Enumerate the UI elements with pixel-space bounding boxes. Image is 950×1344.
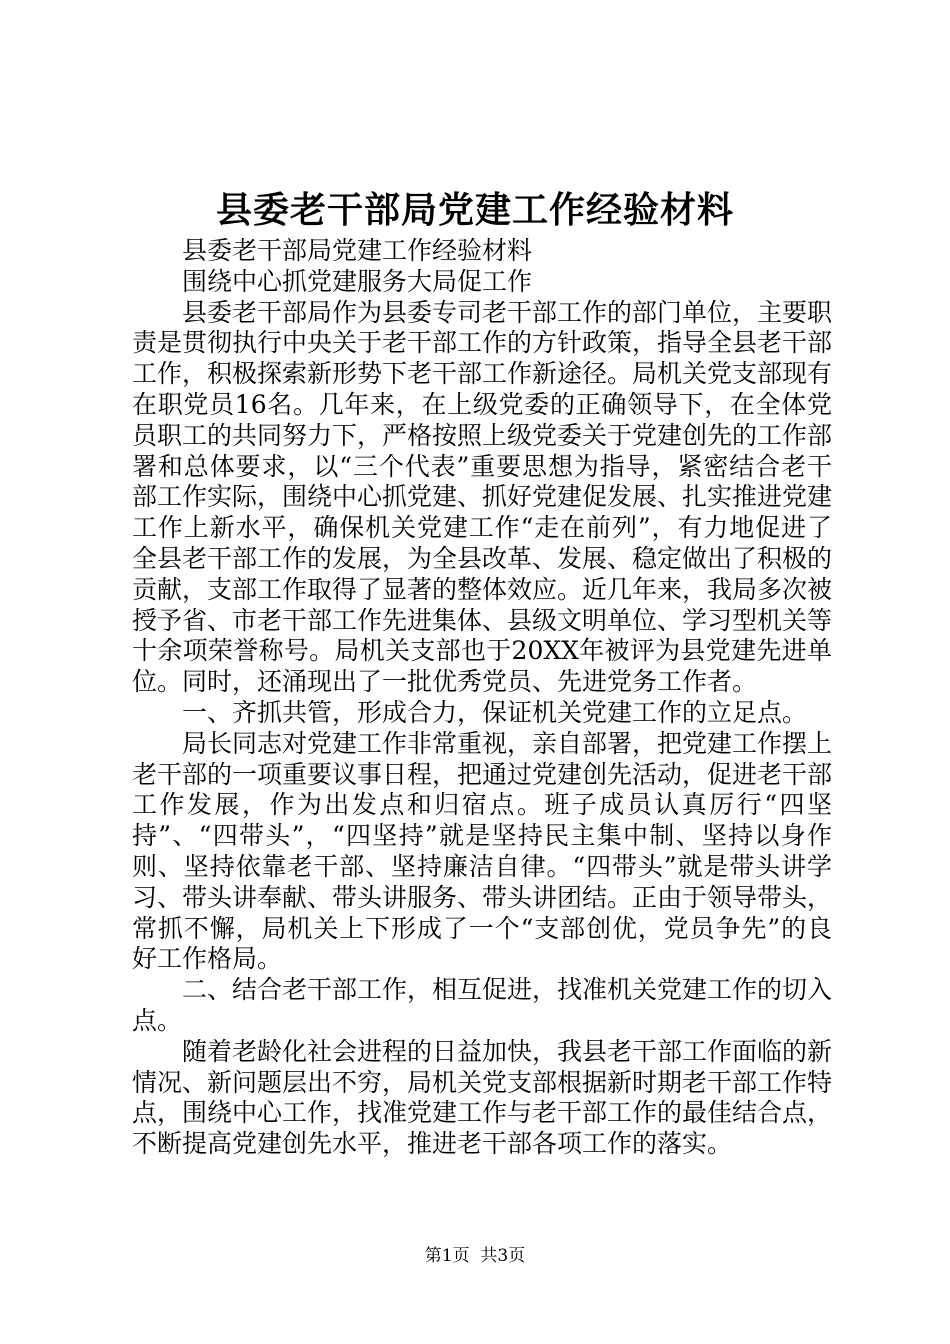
body-paragraph-intro: 县委老干部局作为县委专司老干部工作的部门单位，主要职责是贯彻执行中央关于老干部工作的方针政策，指导全县老干部工作，积极探索新形势下老干部工作新途径。局机关党支部现有在职党员16名。几年来，在上级党委的正确领导下，在全体党员职工的共同努力下，严格按照上级党委关于党建创先的工作部署和总体要求，以“三个代表”重要思想为指导，紧密结合老干部工作实际，围绕中心抓党建、抓好党建促发展、扎实推进党建工作上新水平，确保机关党建工作“走在前列”，有力地促进了全县老干部工作的发展，为全县改革、发展、稳定做出了积极的贡献，支部工作取得了显著的整体效应。近几年来，我局多次被授予省、市老干部工作先进集体、县级文明单位、学习型机关等十余项荣誉称号。局机关支部也于20XX年被评为县党建先进单位。同时，还涌现出了一批优秀党员、先进党务工作者。 — [132, 297, 833, 697]
page-number: 第1页 — [424, 1246, 470, 1266]
page-total: 共3页 — [480, 1246, 526, 1266]
section-heading-2: 二、结合老干部工作，相互促进，找准机关党建工作的切入点。 — [132, 975, 833, 1035]
body-paragraph-theme: 围绕中心抓党建服务大局促工作 — [182, 266, 533, 296]
footer-separator — [470, 1246, 481, 1266]
body-paragraph-section-1: 局长同志对党建工作非常重视，亲自部署，把党建工作摆上老干部的一项重要议事日程，把通过党建创先活动，促进老干部工作发展，作为出发点和归宿点。班子成员认真厉行“四坚持”、“四带头”，“四坚持”就是坚持民主集中制、坚持以身作则、坚持依靠老干部、坚持廉洁自律。“四带头”就是带头讲学习、带头讲奉献、带头讲服务、带头讲团结。正由于领导带头，常抓不懈，局机关上下形成了一个“支部创优，党员争先”的良好工作格局。 — [132, 728, 833, 974]
document-body — [132, 236, 832, 1160]
body-paragraph-section-2: 随着老龄化社会进程的日益加快，我县老干部工作面临的新情况、新问题层出不穷，局机关党支部根据新时期老干部工作特点，围绕中心工作，找准党建工作与老干部工作的最佳结合点，不断提高党建创先水平，推进老干部各项工作的落实。 — [132, 1036, 833, 1159]
document-title: 县委老干部局党建工作经验材料 — [215, 189, 734, 231]
body-paragraph-subtitle: 县委老干部局党建工作经验材料 — [182, 236, 533, 265]
section-heading-1: 一、齐抓共管，形成合力，保证机关党建工作的立足点。 — [182, 697, 808, 727]
page-footer — [0, 1244, 950, 1268]
